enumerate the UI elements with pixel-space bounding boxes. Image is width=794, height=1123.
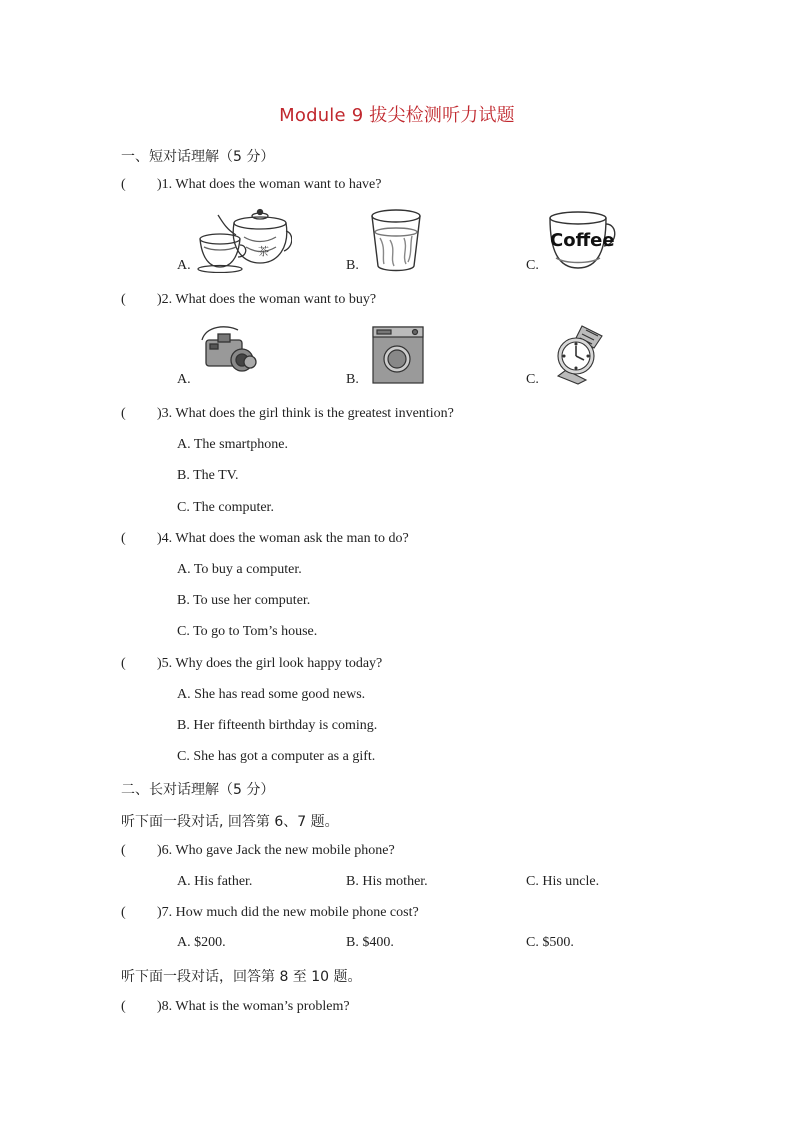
- q6-option-c: C. His uncle.: [526, 874, 600, 889]
- q1-option-a-label: A.: [177, 258, 191, 273]
- question-8: [121, 999, 350, 1015]
- answer-blank-open: (: [121, 531, 126, 546]
- coffee-cup-image: [546, 210, 618, 272]
- answer-blank-close: ): [157, 905, 162, 920]
- question-6: [121, 843, 395, 859]
- question-2: [121, 292, 376, 308]
- q5-option-b: B. Her fifteenth birthday is coming.: [177, 718, 378, 733]
- q1-option-c-label: C.: [526, 258, 539, 273]
- question-4-text: 4. What does the woman ask the man to do?: [161, 531, 409, 546]
- q7-option-c: C. $500.: [526, 935, 574, 950]
- q3-option-a: A. The smartphone.: [177, 437, 288, 452]
- answer-blank-open: (: [121, 177, 126, 192]
- watch-image: [546, 322, 610, 386]
- teapot-and-cup-image: [196, 207, 292, 273]
- q5-option-c: C. She has got a computer as a gift.: [177, 749, 376, 764]
- section-2-instruction-1: 听下面一段对话, 回答第 6、7 题。: [121, 814, 339, 830]
- question-3: [121, 406, 454, 422]
- section-2-heading: 二、长对话理解（5 分）: [121, 782, 275, 798]
- question-4: [121, 531, 409, 547]
- question-1: [121, 177, 381, 193]
- glass-of-water-image: [368, 208, 424, 274]
- q4-option-a: A. To buy a computer.: [177, 562, 302, 577]
- answer-blank-open: (: [121, 656, 126, 671]
- question-1-text: 1. What does the woman want to have?: [161, 177, 382, 192]
- question-5-text: 5. Why does the girl look happy today?: [161, 656, 383, 671]
- coffee-label-text: Coffee: [550, 230, 615, 251]
- question-5: [121, 656, 382, 672]
- question-7: [121, 905, 419, 921]
- answer-blank-close: ): [157, 843, 162, 858]
- answer-blank-open: (: [121, 406, 126, 421]
- answer-blank-close: ): [157, 177, 162, 192]
- answer-blank-open: (: [121, 999, 126, 1014]
- answer-blank-close: ): [157, 999, 162, 1014]
- q1-option-b-label: B.: [346, 258, 359, 273]
- question-6-text: 6. Who gave Jack the new mobile phone?: [161, 843, 395, 858]
- question-2-text: 2. What does the woman want to buy?: [161, 292, 377, 307]
- answer-blank-open: (: [121, 292, 126, 307]
- section-1-heading: 一、短对话理解（5 分）: [121, 149, 275, 165]
- question-8-text: 8. What is the woman’s problem?: [161, 999, 350, 1014]
- q2-option-a-label: A.: [177, 372, 191, 387]
- q3-option-b: B. The TV.: [177, 468, 239, 483]
- q2-option-b-label: B.: [346, 372, 359, 387]
- camera-image: [198, 322, 262, 378]
- section-2-instruction-2: 听下面一段对话，回答第 8 至 10 题。: [121, 969, 362, 985]
- question-7-text: 7. How much did the new mobile phone cost?: [161, 905, 419, 920]
- q4-option-b: B. To use her computer.: [177, 593, 311, 608]
- washing-machine-image: [371, 325, 425, 385]
- q4-option-c: C. To go to Tom’s house.: [177, 624, 318, 639]
- svg-text:茶: 茶: [258, 245, 269, 258]
- answer-blank-open: (: [121, 843, 126, 858]
- answer-blank-close: ): [157, 656, 162, 671]
- answer-blank-open: (: [121, 905, 126, 920]
- q5-option-a: A. She has read some good news.: [177, 687, 366, 702]
- q2-option-c-label: C.: [526, 372, 539, 387]
- q7-option-a: A. $200.: [177, 935, 226, 950]
- q3-option-c: C. The computer.: [177, 500, 274, 515]
- q7-option-b: B. $400.: [346, 935, 394, 950]
- q6-option-b: B. His mother.: [346, 874, 428, 889]
- page-title: Module 9 拔尖检测听力试题: [279, 105, 515, 126]
- answer-blank-close: ): [157, 406, 162, 421]
- q6-option-a: A. His father.: [177, 874, 253, 889]
- answer-blank-close: ): [157, 531, 162, 546]
- question-3-text: 3. What does the girl think is the greatest invention?: [161, 406, 454, 421]
- answer-blank-close: ): [157, 292, 162, 307]
